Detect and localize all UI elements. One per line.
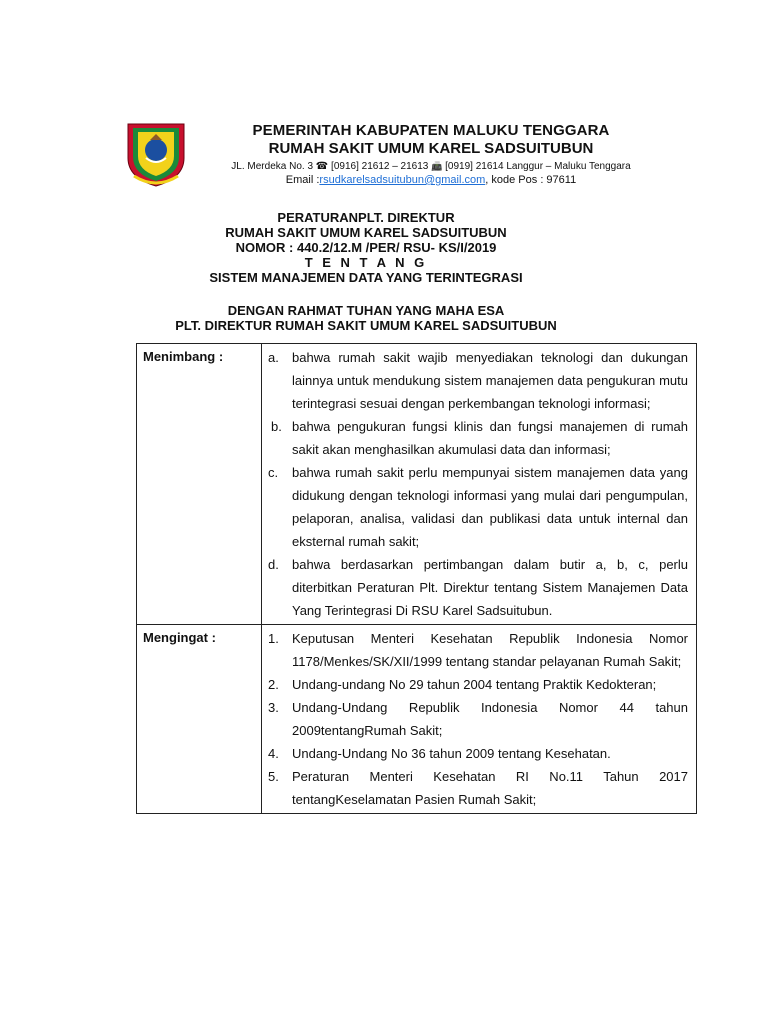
menimbang-row xyxy=(137,344,697,625)
list-item xyxy=(268,415,688,461)
phone-numbers: [0916] 21612 – 21613 xyxy=(331,161,429,172)
regulation-number: NOMOR : 440.2/12.M /PER/ RSU- KS/I/2019 xyxy=(235,240,497,255)
regulation-issuer: RUMAH SAKIT UMUM KAREL SADSUITUBUN xyxy=(225,225,507,240)
item-text: Undang-Undang No 36 tahun 2009 tentang Kesehatan. xyxy=(292,746,611,761)
item-text: Undang-undang No 29 tahun 2004 tentang Praktik Kedokteran; xyxy=(292,677,657,692)
regulation-subject: SISTEM MANAJEMEN DATA YANG TERINTEGRASI xyxy=(209,270,523,285)
menimbang-label: Menimbang : xyxy=(137,344,262,625)
mengingat-row xyxy=(137,625,697,814)
item-text: bahwa rumah sakit perlu mempunyai sistem manajemen data yang didukung dengan teknologi informasi yang mulai dari pengumpulan, pelaporan, analisa, validasi dan publikasi data untuk internal dan eksternal rumah sakit; xyxy=(292,465,688,549)
list-item xyxy=(268,627,688,673)
menimbang-list xyxy=(262,344,697,625)
item-marker: c. xyxy=(268,465,279,480)
address-line xyxy=(196,160,666,173)
list-item xyxy=(268,553,688,622)
letterhead xyxy=(120,118,680,188)
item-marker: d. xyxy=(268,557,279,572)
item-marker: a. xyxy=(268,350,279,365)
item-marker: 5. xyxy=(268,769,279,784)
government-name: PEMERINTAH KABUPATEN MALUKU TENGGARA xyxy=(252,122,610,139)
item-marker: 3. xyxy=(268,700,279,715)
mengingat-label: Mengingat : xyxy=(137,625,262,814)
fax-number: [0919] 21614 Langgur – Maluku Tenggara xyxy=(445,161,631,172)
item-text: bahwa berdasarkan pertimbangan dalam butir a, b, c, perlu diterbitkan Peraturan Plt. Direktur tentang Sistem Manajemen Data Yang Terintegrasi Di RSU Karel Sadsuitubun. xyxy=(292,557,688,618)
item-marker: 1. xyxy=(268,631,279,646)
preamble-line-2: PLT. DIREKTUR RUMAH SAKIT UMUM KAREL SADSUITUBUN xyxy=(175,318,557,333)
preamble-heading xyxy=(0,303,768,333)
list-item xyxy=(268,765,688,811)
item-marker: 2. xyxy=(268,677,279,692)
item-text: bahwa pengukuran fungsi klinis dan fungsi manajemen di rumah sakit akan menghasilkan akumulasi data dan informasi; xyxy=(292,419,688,457)
regency-emblem-icon xyxy=(124,118,188,188)
address-street: JL. Merdeka No. 3 xyxy=(231,161,314,172)
item-text: Undang-Undang Republik Indonesia Nomor 44 tahun 2009tentangRumah Sakit; xyxy=(292,700,688,738)
postcode: , kode Pos : 97611 xyxy=(485,174,577,186)
hospital-name: RUMAH SAKIT UMUM KAREL SADSUITUBUN xyxy=(268,140,594,157)
regulation-heading xyxy=(0,210,768,285)
list-item xyxy=(268,696,688,742)
list-item xyxy=(268,346,688,415)
phone-icon: ☎ xyxy=(315,161,329,172)
email-label: Email : xyxy=(285,174,320,186)
regulation-about: T E N T A N G xyxy=(304,255,428,270)
item-marker: b. xyxy=(271,419,282,434)
list-item xyxy=(268,461,688,553)
regulation-title: PERATURANPLT. DIREKTUR xyxy=(277,210,455,225)
mengingat-list xyxy=(262,625,697,814)
item-text: Peraturan Menteri Kesehatan RI No.11 Tahun 2017 tentangKeselamatan Pasien Rumah Sakit; xyxy=(292,769,688,807)
item-marker: 4. xyxy=(268,746,279,761)
item-text: bahwa rumah sakit wajib menyediakan teknologi dan dukungan lainnya untuk mendukung sistem manajemen data pengukuran mutu terintegrasi sesuai dengan perkembangan teknologi informasi; xyxy=(292,350,688,411)
list-item xyxy=(268,742,688,765)
email-link[interactable]: rsudkarelsadsuitubun@gmail.com xyxy=(319,174,486,186)
considerations-table xyxy=(136,343,697,814)
preamble-line-1: DENGAN RAHMAT TUHAN YANG MAHA ESA xyxy=(227,303,505,318)
list-item xyxy=(268,673,688,696)
fax-icon: 📠 xyxy=(431,161,443,171)
email-line xyxy=(196,173,666,187)
item-text: Keputusan Menteri Kesehatan Republik Indonesia Nomor 1178/Menkes/SK/XII/1999 tentang standar pelayanan Rumah Sakit; xyxy=(292,631,688,669)
